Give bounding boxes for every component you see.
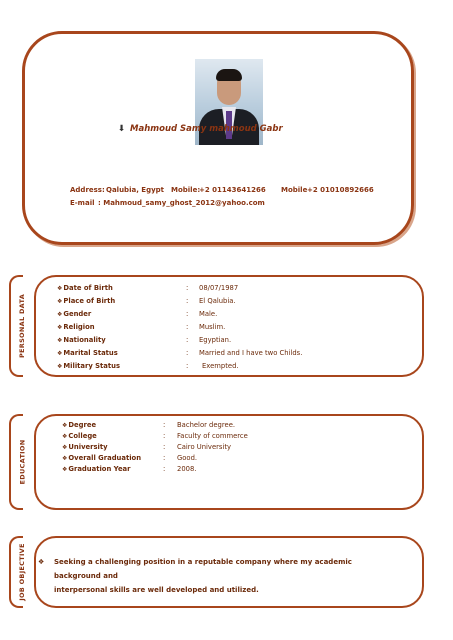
personal-row-value: Male.: [199, 310, 218, 318]
address-value: Qalubia, Egypt: [106, 186, 164, 194]
colon: :: [186, 362, 189, 370]
colon: :: [186, 310, 189, 318]
personal-row-key: ❖ Military Status: [57, 362, 120, 370]
education-row-key: ❖ College: [62, 432, 97, 440]
education-row-key: ❖ Degree: [62, 421, 96, 429]
colon: :: [186, 323, 189, 331]
education-row-value: Bachelor degree.: [177, 421, 236, 429]
education-row-key: ❖ Overall Graduation: [62, 454, 141, 462]
education-row-key: ❖ Graduation Year: [62, 465, 131, 473]
objective-text: [40, 555, 400, 597]
header-card: [22, 31, 414, 245]
colon: :: [163, 432, 166, 440]
personal-row-key: ❖ Marital Status: [57, 349, 118, 357]
objective-line-1: Seeking a challenging position in a reputable company where my academic background and: [54, 558, 352, 580]
colon: :: [163, 465, 166, 473]
education-section-label: EDUCATION: [18, 439, 26, 485]
arrow-bullet-icon: ⬇: [118, 124, 126, 134]
personal-row-value: Egyptian.: [199, 336, 232, 344]
personal-row-value: 08/07/1987: [199, 284, 239, 292]
colon: :: [163, 443, 166, 451]
objective-line-2: interpersonal skills are well developed and utilized.: [54, 586, 259, 594]
name-text: Mahmoud Samy mahmoud Gabr: [130, 124, 283, 134]
personal-section-label: PERSONAL DATA: [18, 293, 27, 359]
personal-row-key: ❖ Place of Birth: [57, 297, 115, 305]
personal-row-key: ❖ Date of Birth: [57, 284, 113, 292]
personal-row-key: ❖ Religion: [57, 323, 95, 331]
full-name: [118, 124, 283, 134]
education-row-value: Faculty of commerce: [177, 432, 248, 440]
mobile2-value: +2 01010892666: [307, 186, 374, 194]
diamond-bullet-icon: ❖: [38, 558, 45, 566]
education-row-key: ❖ University: [62, 443, 108, 451]
education-row-value: Good.: [177, 454, 198, 462]
email-label: E-mail: [70, 199, 95, 207]
colon: :: [186, 297, 189, 305]
colon: :: [186, 336, 189, 344]
colon: :: [163, 421, 166, 429]
colon: :: [186, 349, 189, 357]
colon: :: [186, 284, 189, 292]
objective-section-label: JOB OBJECTIVE: [18, 543, 26, 601]
email-value: : Mahmoud_samy_ghost_2012@yahoo.com: [98, 199, 265, 207]
personal-row-key: ❖ Gender: [57, 310, 91, 318]
mobile2-label: Mobile: [281, 186, 308, 194]
personal-row-value: El Qalubia.: [199, 297, 236, 305]
personal-row-key: ❖ Nationality: [57, 336, 106, 344]
education-row-value: Cairo University: [177, 443, 232, 451]
address-label: Address:: [70, 186, 105, 194]
education-row-value: 2008.: [177, 465, 197, 473]
mobile1-label: Mobile:: [171, 186, 201, 194]
personal-row-value: Muslim.: [199, 323, 226, 331]
personal-row-value: Exempted.: [202, 362, 239, 370]
personal-row-value: Married and I have two Childs.: [199, 349, 303, 357]
colon: :: [163, 454, 166, 462]
mobile1-value: +2 01143641266: [199, 186, 266, 194]
